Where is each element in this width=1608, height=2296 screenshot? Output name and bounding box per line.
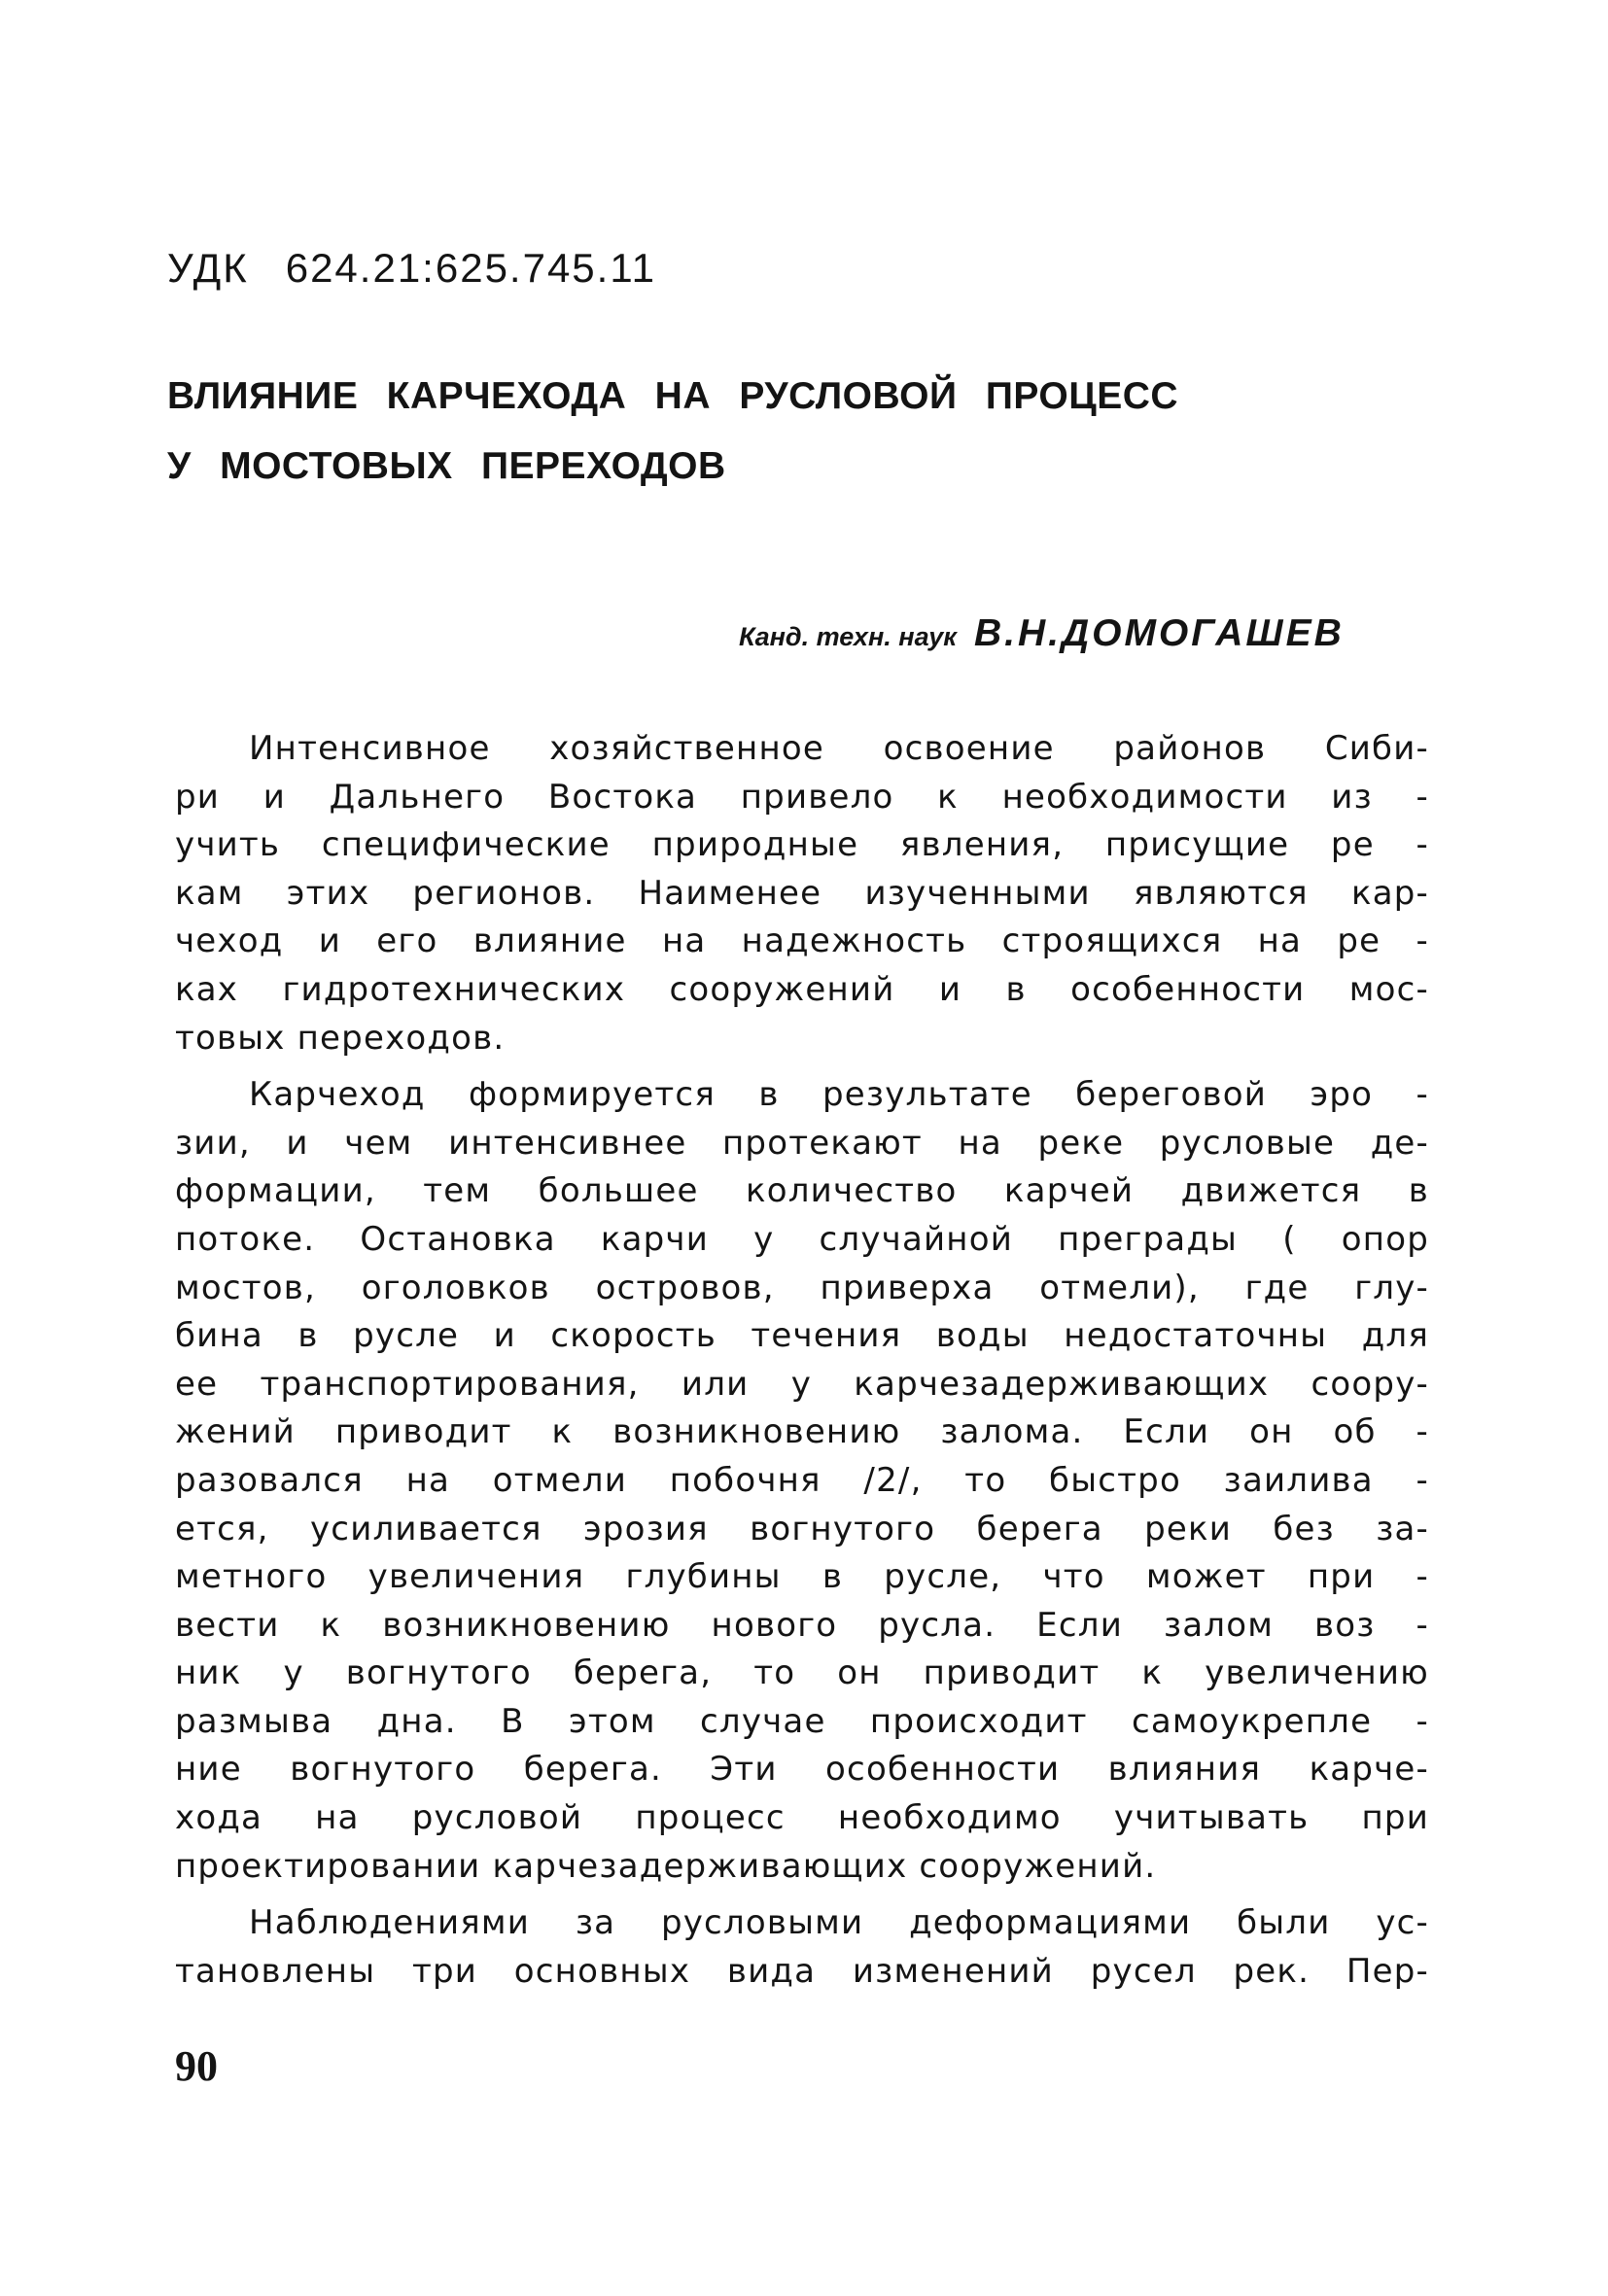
text-line: ках гидротехнических сооружений и в особенности мос- <box>175 969 1429 1009</box>
text-line: Карчеход формируется в результате береговой эро - <box>249 1075 1429 1115</box>
text-line: Интенсивное хозяйственное освоение районов Сиби- <box>249 729 1429 768</box>
text-line: вести к возникновению нового русла. Если залом воз - <box>175 1605 1429 1645</box>
text-line: товых переходов. <box>175 1018 506 1058</box>
text-line: ее транспортирования, или у карчезадерживающих соору- <box>175 1364 1429 1404</box>
page-number: 90 <box>175 2042 218 2090</box>
author-degree: Канд. техн. наук <box>739 622 957 651</box>
text-line: мостов, оголовков островов, приверха отмели), где глу- <box>175 1268 1429 1307</box>
text-line: размыва дна. В этом случае происходит самоукрепле - <box>175 1701 1429 1741</box>
text-line: чеход и его влияние на надежность строящихся на ре - <box>175 922 1429 961</box>
paragraph-1 <box>175 725 1429 1062</box>
article-title-line-1: ВЛИЯНИЕ КАРЧЕХОДА НА РУСЛОВОЙ ПРОЦЕСС <box>167 375 1179 417</box>
text-line: кам этих регионов. Наименее изученными являются кар- <box>175 873 1429 913</box>
paragraph-3 <box>175 1899 1429 1996</box>
text-line: хода на русловой процесс необходимо учитывать при <box>175 1798 1429 1838</box>
text-line: учить специфические природные явления, присущие ре - <box>175 825 1429 865</box>
paragraph-2 <box>175 1071 1429 1891</box>
text-line: бина в русле и скорость течения воды недостаточны для <box>175 1316 1429 1356</box>
text-line: ри и Дальнего Востока привело к необходимости из - <box>175 777 1429 817</box>
text-line: жений приводит к возникновению залома. Если он об - <box>175 1412 1429 1452</box>
text-line: тановлены три основных вида изменений русел рек. Пер- <box>175 1951 1429 1991</box>
text-line: формации, тем большее количество карчей движется в <box>175 1171 1429 1211</box>
text-line: ник у вогнутого берега, то он приводит к увеличению <box>175 1653 1429 1693</box>
text-line: зии, и чем интенсивнее протекают на реке русловые де- <box>175 1123 1429 1163</box>
text-line: Наблюдениями за русловыми деформациями были ус- <box>249 1903 1429 1943</box>
text-line: ется, усиливается эрозия вогнутого берега реки без за- <box>175 1509 1429 1548</box>
text-line: проектировании карчезадерживающих сооружений. <box>175 1846 1157 1886</box>
article-body <box>175 725 1429 2004</box>
text-line: ние вогнутого берега. Эти особенности влияния карче- <box>175 1750 1429 1790</box>
article-title <box>167 362 1431 502</box>
udk-label: УДК <box>167 245 249 291</box>
author-line <box>739 612 1419 655</box>
udk-line <box>167 245 656 292</box>
text-line: разовался на отмели побочня /2/, то быстро заилива - <box>175 1460 1429 1500</box>
text-line: потоке. Остановка карчи у случайной преграды ( опор <box>175 1219 1429 1259</box>
author-name: В.Н.ДОМОГАШЕВ <box>973 612 1345 654</box>
udk-code: 624.21:625.745.11 <box>285 245 656 291</box>
text-line: метного увеличения глубины в русле, что может при - <box>175 1557 1429 1597</box>
article-title-line-2: У МОСТОВЫХ ПЕРЕХОДОВ <box>167 445 726 487</box>
